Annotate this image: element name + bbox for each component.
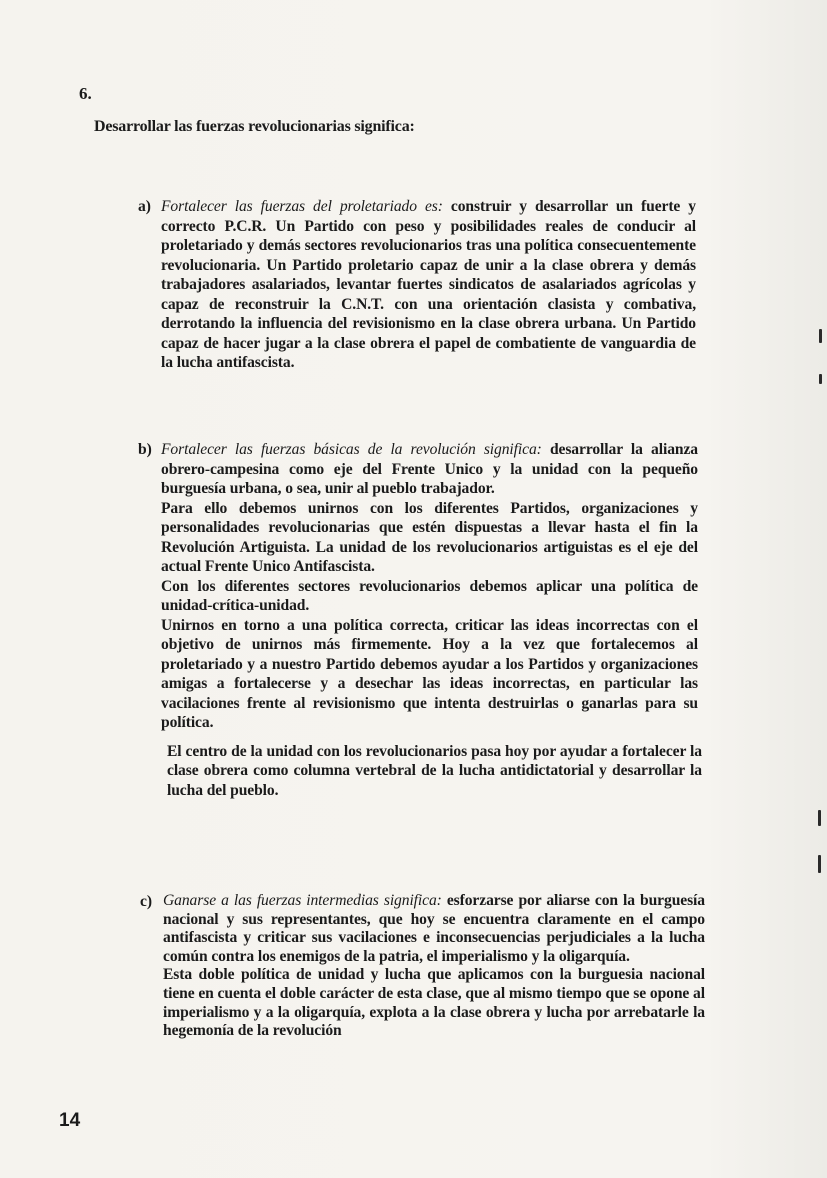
section-number: 6. xyxy=(79,84,92,103)
item-a-lead: Fortalecer las fuerzas del proletariado es: xyxy=(161,198,443,215)
margin-mark xyxy=(818,855,821,873)
item-b-marker: b) xyxy=(138,441,152,458)
item-b-paragraph-5: El centro de la unidad con los revolucionarios pasa hoy por ayudar a fortalecer la clase obrera como columna vertebral de la lucha antidictatorial y desarrollar la lucha del pueblo. xyxy=(167,742,702,799)
item-c-paragraph-2: Esta doble política de unidad y lucha que aplicamos con la burguesia nacional tiene en cuenta el doble carácter de esta clase, que al mismo tiempo que se opone al imperialismo y a la oligarquía, explota a la clase obrera y lucha por arrebatarle la hegemonía de la revolución xyxy=(163,966,705,1040)
item-b-lead: Fortalecer las fuerzas básicas de la revolución significa: xyxy=(161,441,542,458)
item-b-body xyxy=(161,440,702,800)
item-a-paragraph xyxy=(161,197,696,373)
item-b-text: desarrollar la alianza obrero-campesina como eje del Frente Unico y la unidad con la pequeño burguesía urbana, o sea, unir al pueblo trabajador. xyxy=(161,441,698,497)
item-c-marker: c) xyxy=(140,893,152,910)
item-b-paragraph-2: Para ello debemos unirnos con los diferentes Partidos, organizaciones y personalidades revolucionarias que estén dispuestas a llevar hasta el fin la Revolución Artiguista. La unidad de los revolucionarios artiguistas es el eje del actual Frente Unico Antifascista. xyxy=(161,499,698,575)
item-c-body xyxy=(163,892,705,1041)
page-number: 14 xyxy=(59,1110,81,1131)
section-intro: Desarrollar las fuerzas revolucionarias significa: xyxy=(94,118,415,135)
item-a-body xyxy=(161,197,696,373)
item-a-marker: a) xyxy=(138,198,151,215)
margin-mark xyxy=(819,329,822,343)
item-c-paragraph-1 xyxy=(163,892,705,966)
margin-mark xyxy=(819,374,822,384)
item-b-paragraph-3: Con los diferentes sectores revolucionarios debemos aplicar una política de unidad-crítica-unidad. xyxy=(161,577,698,614)
margin-mark xyxy=(818,810,821,826)
item-a xyxy=(138,197,696,373)
item-c-text: esforzarse por aliarse con la burguesía nacional y sus representantes, que hoy se encuentra claramente en el campo antifascista y criticar sus vacilaciones e inconsecuencias perjudiciales a la lucha común contra los enemigos de la patria, el imperialismo y la oligarquía. xyxy=(163,892,705,965)
item-c-lead: Ganarse a las fuerzas intermedias significa: xyxy=(163,892,442,909)
item-b xyxy=(138,440,702,800)
item-b-paragraph-1 xyxy=(161,440,698,499)
item-b-paragraph-4: Unirnos en torno a una política correcta, criticar las ideas incorrectas con el objetivo de unirnos más firmemente. Hoy a la vez que fortalecemos al proletariado y a nuestro Partido debemos ayudar a los Partidos y organizaciones amigas a fortalecerse y a desechar las ideas incorrectas, en particular las vacilaciones frente al revisionismo que intenta destruirlas o ganarlas para su política. xyxy=(161,616,698,731)
item-a-text: construir y desarrollar un fuerte y correcto P.C.R. Un Partido con peso y posibilidades reales de conducir al proletariado y demás sectores revolucionarios tras una política consecuentemente revolucionaria. Un Partido proletario capaz de unir a la clase obrera y demás trabajadores asalariados, levantar fuertes sindicatos de asalariados agrícolas y capaz de reconstruir la C.N.T. con una orientación clasista y combativa, derrotando la influencia del revisionismo en la clase obrera urbana. Un Partido capaz de hacer jugar a la clase obrera el papel de combatiente de vanguardia de la lucha antifascista. xyxy=(161,198,696,371)
item-c xyxy=(140,892,705,1041)
